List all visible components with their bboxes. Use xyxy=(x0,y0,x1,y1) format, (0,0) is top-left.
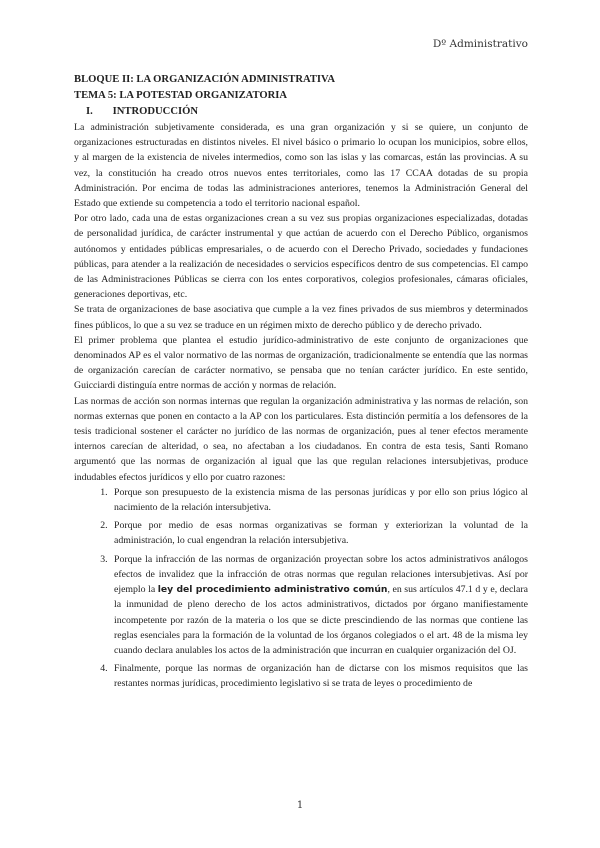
paragraph: Las normas de acción son normas internas que regulan la organización administrativa y las normas de relación, son normas externas que ponen en contacto a la AP con los particulares. Esta distinción permitía a los defensores de la tesis tradicional sostener el carácter no jurídico de las normas de organización, pues al tener efectos meramente internos carecían de alteridad, o sea, no afectaban a los ciudadanos. En contra de esta tesis, Santi Romano argumentó que las normas de organización al igual que las que regulan relaciones intersubjetivas, produce indudables efectos jurídicos y ello por cuatro razones: xyxy=(74,395,528,483)
document-body xyxy=(74,72,528,695)
section-heading xyxy=(74,104,528,120)
list-item-text: Porque la infracción de las normas de organización proyectan sobre los actos administrativos análogos efectos de invalidez que la infracción de otras normas que regulan relaciones intersubjetivas. Así por ejemplo la xyxy=(114,553,528,596)
list-item-text: , en sus artículos 47.1 d y e, declara la inmunidad de pleno derecho de los actos administrativos, dictados por órgano manifiestamente incompetente por razón de la materia o los que se dicte prescindiendo de las normas que contiene las reglas esenciales para la formación de la voluntad de los órganos colegiados o el art. 48 de la misma ley cuando declara anulables los actos de la administración que incurran en cualquier organización del OJ. xyxy=(114,584,528,656)
paragraph: El primer problema que plantea el estudio jurídico-administrativo de este conjunto de organizaciones que denominados AP es el valor normativo de las normas de organización, tradicionalmente se entendía que las normas de organización carecían de carácter normativo, se pensaba que no tenían carácter jurídico. En este sentido, Guicciardi distinguía entre normas de acción y normas de relación. xyxy=(74,334,528,392)
law-reference: ley del procedimiento administrativo común xyxy=(157,584,388,596)
running-header: Dº Administrativo xyxy=(432,38,528,50)
paragraph: Se trata de organizaciones de base asociativa que cumple a la vez fines privados de sus miembros y determinados fines públicos, lo que a su vez se traduce en un régimen mixto de derecho público y de derecho privado. xyxy=(74,304,528,331)
list-item xyxy=(110,552,528,658)
tema-heading: TEMA 5: LA POTESTAD ORGANIZATORIA xyxy=(74,90,288,101)
section-number: I. xyxy=(86,106,93,117)
block-heading: BLOQUE II: LA ORGANIZACIÓN ADMINISTRATIVA xyxy=(74,74,335,85)
section-title: INTRODUCCIÓN xyxy=(112,106,199,117)
page-number: 1 xyxy=(296,800,304,811)
paragraph: Por otro lado, cada una de estas organizaciones crean a su vez sus propias organizaciones especializadas, dotadas de personalidad jurídica, de carácter instrumental y que actúan de acuerdo con el Derecho Público, organismos autónomos y entidades públicas empresariales, o de acuerdo con el Derecho Privado, sociedades y fundaciones públicas, para atender a la realización de necesidades o servicios específicos dentro de sus competencias. El campo de las Administraciones Públicas se cierra con los entes corporativos, colegios profesionales, cámaras oficiales, generaciones deportivas, etc. xyxy=(74,213,528,301)
list-item: 2. Porque por medio de esas normas organizativas se forman y exteriorizan la voluntad de la administración, lo cual engendran la relación intersubjetiva. xyxy=(110,518,528,548)
paragraph: La administración subjetivamente considerada, es una gran organización y si se quiere, un conjunto de organizaciones estructuradas en distintos niveles. El nivel básico o primario lo ocupan los municipios, sobre ellos, y al margen de la existencia de niveles intermedios, como son las islas y las comarcas, están las provincias. A su vez, la constitución ha creado otros nuevos entes territoriales, como las 17 CCAA dotadas de su propia Administración. Por encima de todas las administraciones anteriores, tenemos la Administración General del Estado que extiende su competencia a todo el territorio nacional español. xyxy=(74,122,528,210)
list-item: 1. Porque son presupuesto de la existencia misma de las personas jurídicas y por ello son prius lógico al nacimiento de la relación intersubjetiva. xyxy=(110,485,528,515)
list-item: 4. Finalmente, porque las normas de organización han de dictarse con los mismos requisitos que las restantes normas jurídicas, procedimiento legislativo si se trata de leyes o procedimiento de xyxy=(110,661,528,691)
reasons-list xyxy=(74,485,528,692)
